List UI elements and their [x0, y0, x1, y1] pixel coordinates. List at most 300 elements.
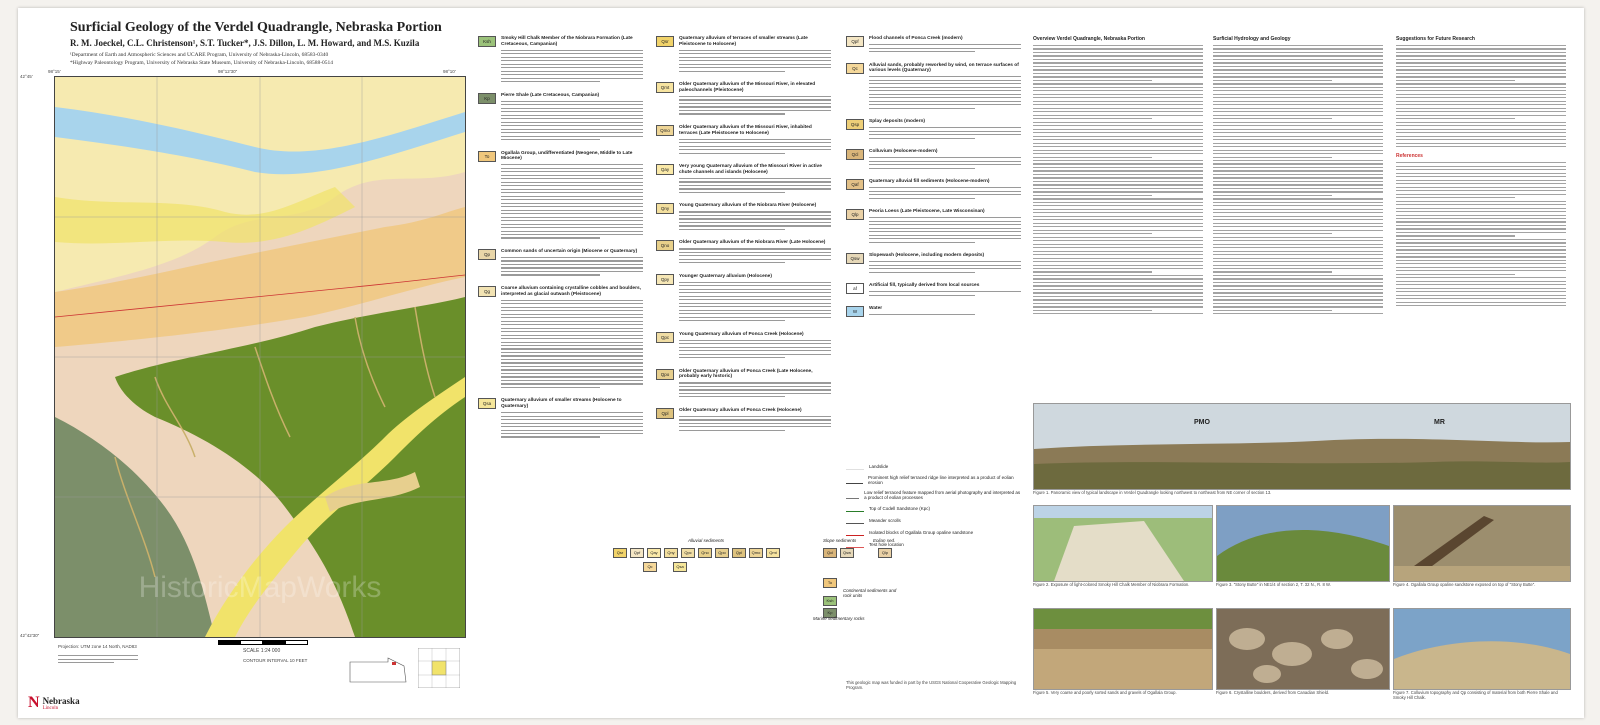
description-text-line [679, 211, 831, 212]
n-logo-icon: N [28, 694, 40, 711]
description-text-line [679, 110, 831, 111]
description-text-line [679, 423, 831, 424]
corr-slope-label: Slope sediments [823, 538, 857, 543]
body-text-line [1396, 162, 1566, 163]
figure-6-caption: Figure 6. Crystalline boulders, derived from Canadian Shield. [1216, 690, 1330, 695]
description-text-line [679, 313, 831, 314]
body-text-line [1213, 188, 1383, 189]
body-text-line [1033, 136, 1203, 137]
legend-unit-name: Quaternary alluvial fill sediments (Holocene-modern) [869, 179, 990, 185]
legend-swatch: Qmo [656, 125, 674, 136]
description-text-line [501, 231, 643, 232]
body-text-line [1213, 292, 1383, 293]
map-symbol-label: Landslide [869, 464, 889, 469]
body-text-line [1213, 285, 1383, 286]
body-text-line [1033, 209, 1203, 210]
description-text-line [501, 53, 643, 54]
body-text-line [1396, 204, 1566, 205]
description-text-line [679, 303, 831, 304]
figure-2-caption: Figure 2. Exposure of light-colored Smoky Hill Chalk Member of Niobrara Formation. [1033, 582, 1190, 587]
body-text-line [1033, 45, 1203, 46]
body-text-line [1213, 265, 1383, 266]
correlation-box-qpf: Qpf [630, 548, 644, 558]
description-text-line [869, 138, 975, 139]
affiliation-1: ¹Department of Earth and Atmospheric Sciences and UCARE Program, University of Nebraska-Lincoln, 68583-0340 [70, 52, 329, 58]
body-text-line [1396, 281, 1566, 282]
body-text-line [1213, 303, 1383, 304]
description-text-line [679, 382, 831, 383]
body-text-line [1213, 209, 1383, 210]
description-text-line [501, 237, 600, 238]
body-text-line [1396, 270, 1566, 271]
correlation-box-qpo: Qpo [715, 548, 729, 558]
body-text-line [1213, 73, 1383, 74]
body-text-line [1033, 198, 1203, 199]
scale-bar [218, 640, 308, 645]
map-symbol-row [846, 517, 1021, 524]
body-text-line [1033, 174, 1203, 175]
description-text-line [679, 262, 785, 263]
body-text-line [1396, 298, 1566, 299]
description-text-line [501, 300, 643, 301]
map-symbol-swatch [846, 529, 864, 536]
map-symbol-label: Top of Codell Sandstone (Kpc) [869, 506, 931, 511]
legend-unit-name: Young Quaternary alluvium of the Niobrara River (Holocene) [679, 203, 817, 209]
description-text-line [501, 203, 643, 204]
description-text-line [869, 108, 975, 109]
body-text-line [1033, 303, 1203, 304]
body-text-line [1213, 177, 1383, 178]
description-text-line [679, 310, 831, 311]
description-text-line [679, 416, 831, 417]
legend-unit-w [846, 306, 1021, 318]
description-text-line [869, 291, 1021, 292]
description-text-line [679, 50, 831, 51]
description-text-line [869, 80, 1021, 81]
body-text-line [1396, 69, 1566, 70]
description-text-line [501, 426, 643, 427]
map-symbol-label: Meander scrolls [869, 518, 901, 523]
mr-label: MR [1434, 419, 1445, 426]
description-text-line [501, 111, 643, 112]
figure-4-caption: Figure 4. Ogallala Group opaline sandstone exposed on top of "Stony Butte". [1393, 582, 1536, 587]
description-text-line [501, 433, 643, 434]
body-text-line [1033, 167, 1203, 168]
legend-unit-qpo [656, 369, 831, 400]
body-text-line [1213, 69, 1383, 70]
correlation-chart [603, 538, 903, 628]
description-text-line [869, 161, 1021, 162]
legend-swatch: Qno [656, 240, 674, 251]
legend-swatch: Qaf [846, 179, 864, 190]
description-text-line [501, 171, 643, 172]
body-text-line [1396, 83, 1566, 84]
description-text-line [501, 369, 643, 370]
map-sheet [18, 8, 1584, 718]
body-text-line [1213, 306, 1383, 307]
description-text-line [501, 139, 600, 140]
body-text-line [1033, 296, 1203, 297]
body-text-line [1033, 219, 1203, 220]
description-text-line [501, 175, 643, 176]
description-text-line [501, 199, 643, 200]
body-text-line [1033, 265, 1203, 266]
legend-swatch: Kp [478, 93, 496, 104]
body-text-line [1213, 230, 1383, 231]
body-text-line [1396, 187, 1566, 188]
legend-unit-name: Common sands of uncertain origin (Miocene or Quaternary) [501, 248, 638, 254]
description-text-line [679, 60, 831, 61]
legend-unit-name: Colluvium (Holocene-modern) [869, 149, 938, 155]
legend-unit-qc [846, 63, 1021, 112]
description-text-line [679, 146, 831, 147]
description-text-line [869, 76, 1021, 77]
map-tick-lon-2: 98°12'30" [218, 69, 238, 74]
description-text-line [869, 235, 1021, 236]
map-symbol-row [846, 463, 1021, 470]
legend-swatch: Qsw [846, 253, 864, 264]
map-symbol-row [846, 475, 1021, 485]
description-text-line [501, 373, 643, 374]
body-text-line [1033, 230, 1203, 231]
description-text-line [679, 285, 831, 286]
description-text-line [679, 142, 831, 143]
description-text-line [501, 168, 643, 169]
body-text-line [1396, 118, 1515, 119]
body-text-line [1213, 205, 1383, 206]
body-text-line [1033, 160, 1203, 161]
body-text-line [1033, 223, 1203, 224]
body-text-line [1033, 247, 1203, 248]
description-text-line [501, 115, 643, 116]
body-text-line [1396, 129, 1566, 130]
description-text-line [679, 393, 831, 394]
description-text-line [501, 331, 643, 332]
body-text-line [1033, 118, 1152, 119]
body-text-line [1033, 108, 1203, 109]
legend-unit-qsr [656, 36, 831, 74]
body-text-line [1396, 143, 1566, 144]
body-text-line [1033, 237, 1203, 238]
description-text-line [501, 122, 643, 123]
description-text-line [679, 354, 831, 355]
description-text-line [679, 306, 831, 307]
description-text-line [679, 343, 831, 344]
body-text-line [1213, 160, 1383, 161]
body-text-line [1396, 197, 1515, 198]
description-text-line [501, 125, 643, 126]
body-text-line [1213, 233, 1332, 234]
map-symbol-row [846, 490, 1021, 500]
body-text-line [1396, 48, 1566, 49]
body-text-line [1033, 195, 1152, 196]
body-text-line [1213, 282, 1383, 283]
body-text-line [1396, 239, 1566, 240]
description-text-line [679, 192, 785, 193]
description-text-line [679, 292, 831, 293]
description-text-line [679, 255, 831, 256]
map-tick-lat-2: 42°42'30" [20, 633, 40, 638]
description-text-line [501, 260, 643, 261]
description-text-line [679, 67, 831, 68]
description-text-line [679, 296, 831, 297]
body-text-line [1396, 62, 1566, 63]
description-text-line [869, 295, 975, 296]
description-text-line [869, 265, 1021, 266]
description-text-line [501, 74, 643, 75]
legend-unit-qay [656, 164, 831, 195]
description-text-line [501, 50, 643, 51]
legend-unit-ksh [478, 36, 643, 85]
body-text-line [1033, 226, 1203, 227]
body-text-line [1213, 247, 1383, 248]
references-heading: References [1396, 153, 1423, 160]
body-text-line [1396, 115, 1566, 116]
body-text-line [1033, 66, 1203, 67]
body-text-line [1396, 288, 1566, 289]
description-text-line [501, 164, 643, 165]
description-text-line [679, 71, 785, 72]
legend-unit-qg [478, 286, 643, 390]
description-text-line [501, 314, 643, 315]
legend-unit-qpf [846, 36, 1021, 55]
correlation-box-qpc: Qpc [681, 548, 695, 558]
legend-swatch: Qp [478, 249, 496, 260]
description-text-line [501, 338, 643, 339]
body-text-line [1213, 83, 1383, 84]
legend-swatch: Qsa [478, 398, 496, 409]
body-text-line [1396, 108, 1566, 109]
corr-marine-label: Marine sedimentary rocks [813, 616, 865, 621]
map-authors: R. M. Joeckel, C.L. Christenson¹, S.T. Tucker*, J.S. Dillon, L. M. Howard, and M.S. Kuzila [70, 38, 420, 48]
legend-unit-name: Ogallala Group, undifferentiated (Neogene, Middle to Late Miocene) [501, 150, 633, 162]
body-text-line [1033, 132, 1203, 133]
legend-swatch: Qsp [846, 119, 864, 130]
body-text-line [1396, 176, 1566, 177]
body-text-line [1396, 173, 1566, 174]
body-text-line [1033, 212, 1203, 213]
body-text-line [1213, 216, 1383, 217]
photo-crystalline-boulders [1216, 608, 1390, 690]
body-text-line [1396, 302, 1566, 303]
body-text-line [1033, 282, 1203, 283]
description-text-line [501, 423, 643, 424]
legend-unit-name: Older Quaternary alluvium of the Niobrara River (Late Holocene) [679, 240, 826, 246]
body-text-line [1396, 246, 1566, 247]
body-text-line [1396, 104, 1566, 105]
description-text-line [501, 182, 643, 183]
body-text-line [1033, 80, 1152, 81]
legend-unit-qny [656, 203, 831, 232]
body-text-line [1396, 305, 1566, 306]
description-text-line [501, 257, 643, 258]
legend-unit-name: Flood channels of Ponca Creek (modern) [869, 36, 963, 41]
map-symbol-row [846, 505, 1021, 512]
description-text-line [501, 189, 643, 190]
legend-unit-name: Very young Quaternary alluvium of the Missouri River in active chute channels and islands (Holocene) [679, 164, 822, 175]
body-text-line [1033, 90, 1203, 91]
legend-swatch: Qpf [846, 36, 864, 47]
body-text-line [1213, 87, 1383, 88]
correlation-box-qc: Qc [643, 562, 657, 572]
body-text-line [1213, 258, 1383, 259]
body-text-line [1396, 169, 1566, 170]
corr-eolian-label: Eolian sed. [873, 538, 896, 543]
photo-stony-butte [1216, 505, 1390, 582]
description-text-line [501, 271, 643, 272]
body-text-line [1213, 251, 1383, 252]
correlation-box-qcl: Qcl [823, 548, 837, 558]
body-text-line [1396, 194, 1566, 195]
body-text-line [1033, 125, 1203, 126]
legend-unit-qpc [656, 332, 831, 361]
body-text-line [1396, 190, 1566, 191]
body-text-line [1396, 211, 1566, 212]
description-text-line [869, 90, 1021, 91]
legend-unit-qmo [656, 125, 831, 156]
description-text-line [679, 320, 785, 321]
body-text-line [1033, 184, 1203, 185]
body-text-line [1033, 69, 1203, 70]
body-text-line [1033, 254, 1203, 255]
description-text-line [501, 132, 643, 133]
body-text-line [1396, 97, 1566, 98]
description-text-line [679, 153, 785, 154]
description-text-line [501, 60, 643, 61]
description-text-line [501, 108, 643, 109]
description-text-line [679, 181, 831, 182]
corr-alluvial-label: Alluvial sediments [688, 538, 725, 543]
description-text-line [679, 149, 831, 150]
body-text-line [1396, 235, 1515, 236]
body-text-line [1213, 97, 1383, 98]
body-text-line [1396, 73, 1566, 74]
body-text-line [1213, 94, 1383, 95]
description-text-line [501, 335, 643, 336]
body-text-line [1033, 157, 1152, 158]
legend-unit-name: Older Quaternary alluvium of the Missouri River, in elevated paleochannels (Pleistocene) [679, 82, 816, 93]
legend-unit-qlp [846, 209, 1021, 245]
body-text-line [1396, 228, 1566, 229]
body-text-line [1213, 101, 1383, 102]
map-symbol-label: Prominent high relief terraced ridge line interpreted as a product of eolian erosion [868, 475, 1014, 485]
description-text-line [869, 131, 1021, 132]
legend-unit-name: Slopewash (Holocene, including modern deposits) [869, 253, 985, 259]
description-text-line [869, 272, 975, 273]
legend-swatch: Qsr [656, 36, 674, 47]
legend-unit-name: Younger Quaternary alluvium (Holocene) [679, 273, 772, 279]
description-text-line [679, 430, 785, 431]
map-symbol-label: Test hole location [869, 542, 904, 547]
legend-unit-qpl [656, 408, 831, 433]
correlation-box-to: To [823, 578, 837, 588]
body-text-line [1213, 143, 1383, 144]
legend-swatch: Qg [478, 286, 496, 297]
legend-unit-name: Splay deposits (modern) [869, 119, 925, 125]
usgs-funding-note: This geologic map was funded in part by the USGS National Cooperative Geologic Mapping Program. [846, 680, 1017, 690]
description-text-line [679, 218, 831, 219]
description-text-line [679, 396, 785, 397]
body-text-line [1396, 225, 1566, 226]
description-text-line [501, 78, 643, 79]
map-symbol-row [846, 529, 1021, 536]
legend-unit-name: Water [869, 306, 883, 312]
geologic-map[interactable] [54, 76, 466, 638]
correlation-box-qpl: Qpl [732, 548, 746, 558]
body-text-line [1396, 267, 1566, 268]
text-column-hydrology [1213, 30, 1383, 317]
legend-swatch: Qpl [656, 408, 674, 419]
body-text-line [1033, 275, 1203, 276]
text-column-overview [1033, 30, 1203, 317]
body-text-line [1033, 285, 1203, 286]
body-text-line [1213, 122, 1383, 123]
legend-unit-qsw [846, 253, 1021, 275]
correlation-box-qny: Qny [664, 548, 678, 558]
affiliation-2: *Highway Paleontology Program, University of Nebraska State Museum, University of Nebraska-Lincoln, 68588-0514 [70, 60, 334, 66]
legend-unit-name: Young Quaternary alluvium of Ponca Creek (Holocene) [679, 331, 804, 337]
body-text-line [1033, 111, 1203, 112]
body-text-line [1213, 139, 1383, 140]
description-text-line [679, 185, 831, 186]
body-text-line [1213, 202, 1383, 203]
body-text-line [1033, 94, 1203, 95]
description-text-line [869, 242, 975, 243]
description-text-line [501, 355, 643, 356]
body-text-line [1396, 284, 1566, 285]
description-text-line [501, 345, 643, 346]
body-text-line [1396, 215, 1566, 216]
description-text-line [501, 317, 643, 318]
legend-unit-qaf [846, 179, 1021, 201]
body-text-line [1213, 226, 1383, 227]
correlation-box-qmt: Qmt [766, 548, 780, 558]
body-text-line [1213, 198, 1383, 199]
description-text-line [501, 324, 643, 325]
body-text-line [1213, 261, 1383, 262]
body-text-line [1213, 223, 1383, 224]
body-text-line [1213, 52, 1383, 53]
photo-coarse-sands [1033, 608, 1213, 690]
description-text-line [501, 224, 643, 225]
description-text-line [679, 229, 785, 230]
legend-swatch: af [846, 283, 864, 294]
body-text-line [1033, 87, 1203, 88]
legend-unit-name: Quaternary alluvium of smaller streams (Holocene to Quaternary) [501, 398, 622, 410]
legend-unit-name: Peoria Loess (Late Pleistocene, Late Wisconsinan) [869, 209, 985, 215]
description-text-line [501, 321, 643, 322]
legend-swatch: Qcl [846, 149, 864, 160]
description-text-line [501, 129, 643, 130]
body-text-line [1033, 306, 1203, 307]
description-text-line [679, 178, 831, 179]
future-research-heading: Suggestions for Future Research [1396, 36, 1475, 42]
body-text-line [1213, 275, 1383, 276]
description-text-line [501, 342, 643, 343]
map-tick-lon-1: 98°15' [48, 69, 61, 74]
photo-colluvium [1393, 608, 1571, 690]
body-text-line [1033, 97, 1203, 98]
contour-interval-label: CONTOUR INTERVAL 10 FEET [243, 658, 308, 663]
body-text-line [1396, 139, 1566, 140]
description-text-line [501, 436, 600, 437]
body-text-line [1396, 125, 1566, 126]
body-text-line [1213, 212, 1383, 213]
legend-unit-kp [478, 93, 643, 143]
legend-unit-af [846, 283, 1021, 298]
description-text-line [501, 192, 643, 193]
description-text-line [501, 352, 643, 353]
